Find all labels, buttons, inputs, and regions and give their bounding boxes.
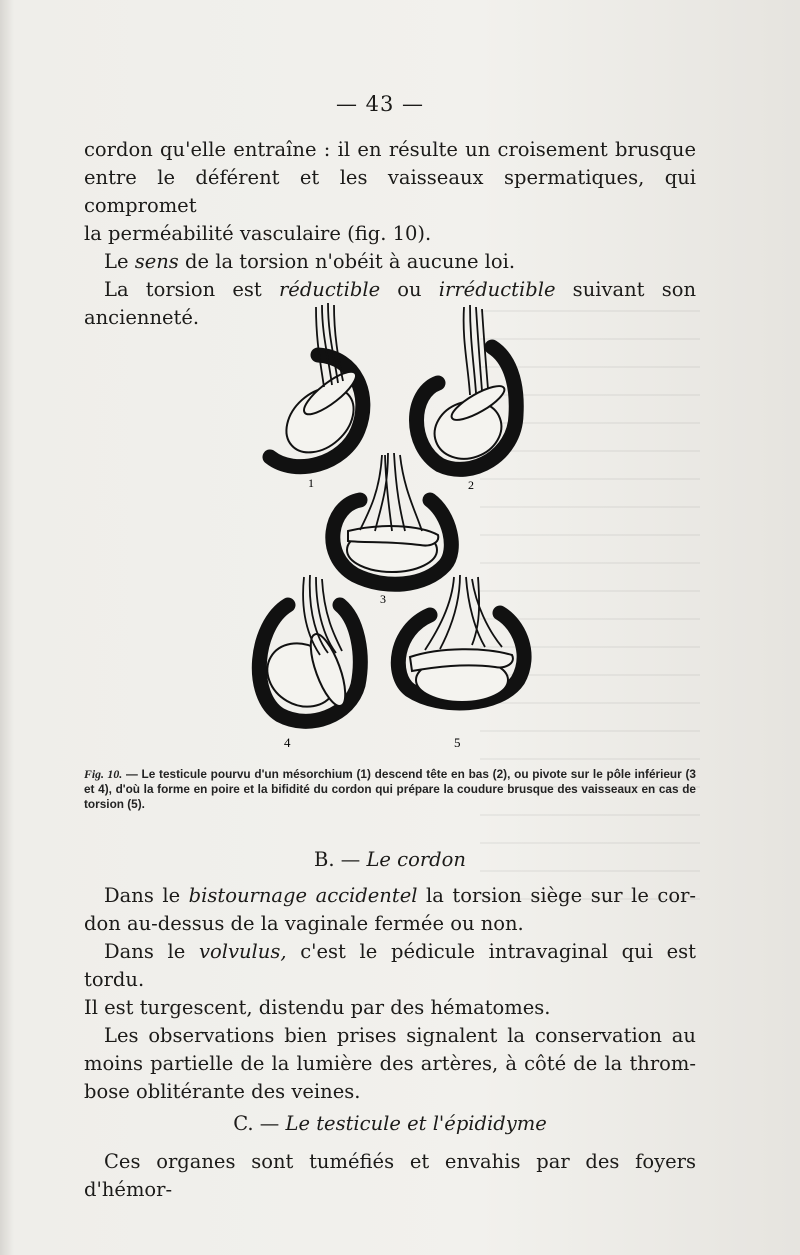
section-heading-c: C. — Le testicule et l'épididyme [233,1112,547,1135]
text-line: Dans le bistournage accidentel la torsion siège sur le cor- [104,884,696,907]
page-number: — 43 — [335,92,425,116]
text-line: entre le déférent et les vaisseaux spermatiques, qui compromet [84,166,696,217]
text-line: cordon qu'elle entraîne : il en résulte un croisement brusque [84,138,696,161]
text-line: don au-dessus de la vaginale fermée ou non. [84,912,524,935]
section-heading-b: B. — Le cordon [314,848,466,871]
text-line: La torsion est réductible ou irréductible suivant son ancienneté. [84,278,697,329]
text-line: Ces organes sont tuméfiés et envahis par des foyers d'hémor- [84,1150,696,1201]
figure-caption-text: — Le testicule pourvu d'un mésorchium (1) descend tête en bas (2), ou pivote sur le pôle inférieur (3 et 4), d'où la forme en poire et la bifidité du cordon qui prépare la coudure brusque des vaisseaux en cas de torsion (5). [84,767,696,811]
figure-caption [84,767,696,812]
testicle-drawing-1 [270,303,366,467]
paragraph-cordon [84,882,696,1106]
figure-label-3: 3 [380,592,386,606]
figure-label-5: 5 [454,735,461,750]
testicle-drawing-3 [333,453,452,584]
text-line: Dans le volvulus, c'est le pédicule intravaginal qui est tordu. [84,940,697,991]
paragraph-bottom [84,1148,696,1204]
text-line: bose oblitérante des veines. [84,1080,361,1103]
figure-label-2: 2 [468,478,474,492]
text-line: moins partielle de la lumière des artères, à côté de la throm- [84,1052,696,1075]
figure-label-4: 4 [284,735,291,750]
figure-label-1: 1 [308,476,314,490]
text-line: la perméabilité vasculaire (fig. 10). [84,222,432,245]
text-line: Il est turgescent, distendu par des hématomes. [84,996,551,1019]
figure-caption-number: Fig. 10. [84,767,123,781]
text-line: Les observations bien prises signalent la conservation au [104,1024,696,1047]
text-line: Le sens de la torsion n'obéit à aucune loi. [104,250,516,273]
figure-10-illustration [240,295,540,755]
testicle-drawing-4 [256,575,360,721]
testicle-drawing-2 [417,305,517,469]
testicle-drawing-5 [398,575,524,703]
